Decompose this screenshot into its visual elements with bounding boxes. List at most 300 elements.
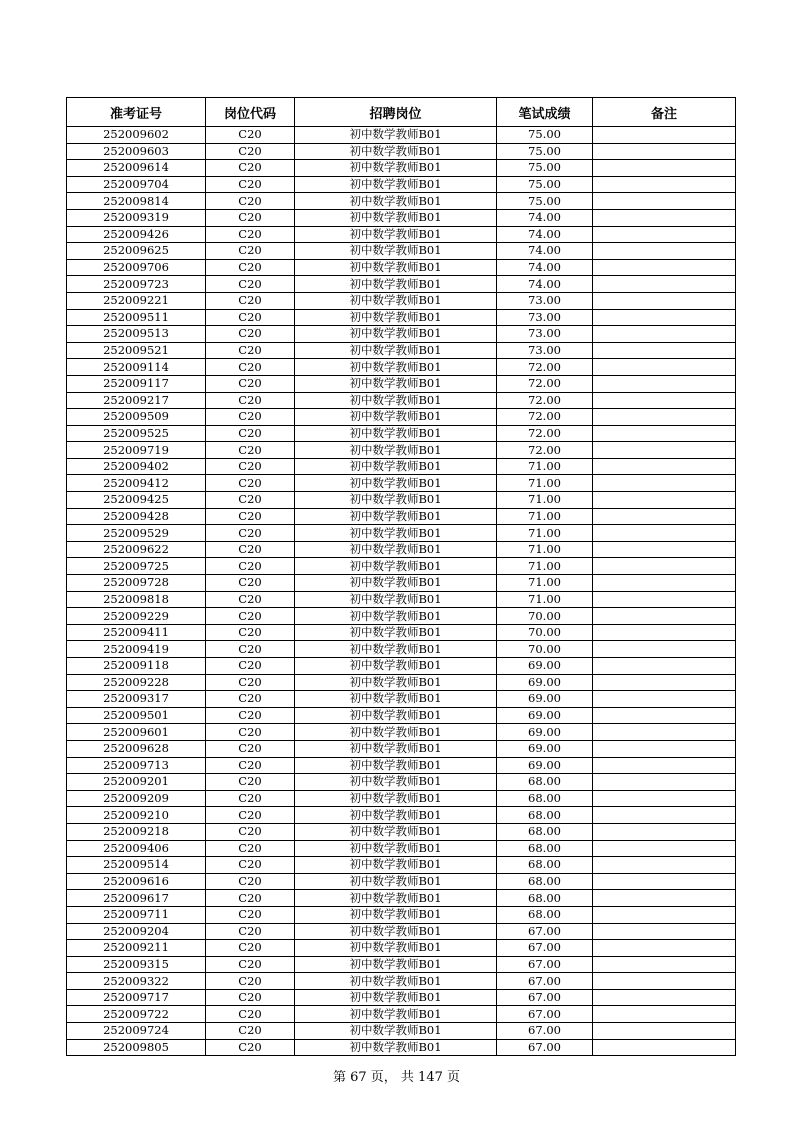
cell-post-name: 初中数学教师B01 [295,823,497,840]
table-row [67,624,736,641]
cell-exam-id: 252009525 [67,425,206,442]
cell-post-code: C20 [206,790,295,807]
cell-remarks [593,409,736,426]
cell-post-code: C20 [206,541,295,558]
table-row [67,259,736,276]
table-row [67,1039,736,1056]
cell-post-name: 初中数学教师B01 [295,309,497,326]
cell-post-name: 初中数学教师B01 [295,624,497,641]
cell-post-code: C20 [206,807,295,824]
cell-written-score: 69.00 [497,724,593,741]
cell-exam-id: 252009322 [67,973,206,990]
cell-post-code: C20 [206,226,295,243]
cell-remarks [593,989,736,1006]
cell-post-name: 初中数学教师B01 [295,857,497,874]
cell-post-code: C20 [206,342,295,359]
cell-exam-id: 252009805 [67,1039,206,1056]
table-row [67,674,736,691]
table-row [67,342,736,359]
cell-post-name: 初中数学教师B01 [295,674,497,691]
table-row [67,492,736,509]
cell-post-name: 初中数学教师B01 [295,956,497,973]
table-row [67,176,736,193]
cell-exam-id: 252009201 [67,774,206,791]
cell-remarks [593,243,736,260]
cell-exam-id: 252009319 [67,209,206,226]
cell-post-code: C20 [206,425,295,442]
cell-exam-id: 252009814 [67,193,206,210]
cell-written-score: 68.00 [497,840,593,857]
cell-remarks [593,342,736,359]
cell-written-score: 68.00 [497,857,593,874]
cell-exam-id: 252009117 [67,375,206,392]
table-row [67,890,736,907]
cell-exam-id: 252009724 [67,1023,206,1040]
cell-post-name: 初中数学教师B01 [295,243,497,260]
cell-post-code: C20 [206,392,295,409]
cell-exam-id: 252009118 [67,658,206,675]
cell-post-name: 初中数学教师B01 [295,127,497,144]
cell-exam-id: 252009719 [67,442,206,459]
cell-remarks [593,176,736,193]
cell-post-name: 初中数学教师B01 [295,724,497,741]
cell-post-name: 初中数学教师B01 [295,790,497,807]
cell-post-name: 初中数学教师B01 [295,442,497,459]
cell-written-score: 74.00 [497,259,593,276]
cell-post-code: C20 [206,857,295,874]
cell-post-code: C20 [206,243,295,260]
cell-written-score: 69.00 [497,740,593,757]
cell-post-code: C20 [206,873,295,890]
cell-exam-id: 252009818 [67,591,206,608]
cell-post-code: C20 [206,359,295,376]
cell-post-code: C20 [206,691,295,708]
cell-written-score: 74.00 [497,209,593,226]
cell-written-score: 67.00 [497,940,593,957]
cell-exam-id: 252009210 [67,807,206,824]
cell-remarks [593,740,736,757]
header-remarks: 备注 [593,98,736,127]
cell-post-name: 初中数学教师B01 [295,508,497,525]
cell-written-score: 75.00 [497,193,593,210]
cell-post-name: 初中数学教师B01 [295,458,497,475]
cell-written-score: 74.00 [497,226,593,243]
cell-exam-id: 252009722 [67,1006,206,1023]
table-row [67,774,736,791]
header-written-score: 笔试成绩 [497,98,593,127]
cell-post-name: 初中数学教师B01 [295,591,497,608]
table-row [67,226,736,243]
cell-post-code: C20 [206,973,295,990]
cell-written-score: 72.00 [497,409,593,426]
cell-remarks [593,359,736,376]
table-row [67,309,736,326]
cell-post-name: 初中数学教师B01 [295,209,497,226]
cell-post-name: 初中数学教师B01 [295,1006,497,1023]
cell-post-code: C20 [206,624,295,641]
cell-written-score: 75.00 [497,160,593,177]
cell-post-code: C20 [206,409,295,426]
cell-written-score: 72.00 [497,425,593,442]
cell-exam-id: 252009221 [67,292,206,309]
cell-post-name: 初中数学教师B01 [295,575,497,592]
table-row [67,840,736,857]
cell-remarks [593,790,736,807]
cell-remarks [593,259,736,276]
cell-post-code: C20 [206,209,295,226]
cell-remarks [593,691,736,708]
cell-post-name: 初中数学教师B01 [295,475,497,492]
cell-remarks [593,475,736,492]
table-row [67,724,736,741]
cell-post-name: 初中数学教师B01 [295,160,497,177]
cell-post-code: C20 [206,292,295,309]
cell-written-score: 67.00 [497,956,593,973]
cell-post-code: C20 [206,558,295,575]
cell-remarks [593,508,736,525]
cell-post-name: 初中数学教师B01 [295,906,497,923]
cell-written-score: 72.00 [497,442,593,459]
cell-exam-id: 252009616 [67,873,206,890]
cell-exam-id: 252009209 [67,790,206,807]
cell-post-name: 初中数学教师B01 [295,492,497,509]
cell-remarks [593,873,736,890]
cell-post-code: C20 [206,193,295,210]
cell-post-name: 初中数学教师B01 [295,973,497,990]
cell-remarks [593,193,736,210]
cell-remarks [593,724,736,741]
cell-written-score: 75.00 [497,127,593,144]
cell-post-name: 初中数学教师B01 [295,409,497,426]
cell-exam-id: 252009628 [67,740,206,757]
table-row [67,541,736,558]
table-row [67,392,736,409]
cell-written-score: 67.00 [497,923,593,940]
cell-written-score: 71.00 [497,558,593,575]
cell-remarks [593,326,736,343]
cell-written-score: 69.00 [497,674,593,691]
cell-exam-id: 252009412 [67,475,206,492]
cell-remarks [593,823,736,840]
cell-exam-id: 252009509 [67,409,206,426]
cell-remarks [593,160,736,177]
cell-written-score: 74.00 [497,276,593,293]
cell-remarks [593,575,736,592]
cell-post-code: C20 [206,890,295,907]
cell-written-score: 68.00 [497,906,593,923]
cell-exam-id: 252009425 [67,492,206,509]
table-row [67,641,736,658]
cell-remarks [593,956,736,973]
cell-remarks [593,127,736,144]
table-row [67,442,736,459]
header-post-name: 招聘岗位 [295,98,497,127]
cell-post-code: C20 [206,127,295,144]
cell-remarks [593,209,736,226]
table-row [67,558,736,575]
table-row [67,608,736,625]
cell-exam-id: 252009229 [67,608,206,625]
cell-post-code: C20 [206,259,295,276]
table-row [67,458,736,475]
table-row [67,409,736,426]
cell-post-code: C20 [206,840,295,857]
cell-written-score: 70.00 [497,624,593,641]
cell-exam-id: 252009406 [67,840,206,857]
table-row [67,326,736,343]
cell-written-score: 71.00 [497,575,593,592]
cell-post-code: C20 [206,458,295,475]
table-row [67,857,736,874]
table-row [67,375,736,392]
cell-written-score: 69.00 [497,658,593,675]
cell-post-name: 初中数学教师B01 [295,873,497,890]
table-row [67,425,736,442]
cell-post-name: 初中数学教师B01 [295,608,497,625]
cell-post-name: 初中数学教师B01 [295,176,497,193]
cell-written-score: 68.00 [497,823,593,840]
table-row [67,1023,736,1040]
cell-written-score: 67.00 [497,989,593,1006]
table-row [67,243,736,260]
table-row [67,740,736,757]
cell-post-code: C20 [206,143,295,160]
cell-post-name: 初中数学教师B01 [295,840,497,857]
cell-remarks [593,641,736,658]
cell-post-name: 初中数学教师B01 [295,641,497,658]
cell-exam-id: 252009601 [67,724,206,741]
cell-post-name: 初中数学教师B01 [295,757,497,774]
table-row [67,292,736,309]
cell-written-score: 71.00 [497,492,593,509]
cell-post-code: C20 [206,525,295,542]
cell-post-code: C20 [206,575,295,592]
cell-written-score: 68.00 [497,774,593,791]
cell-remarks [593,674,736,691]
cell-exam-id: 252009114 [67,359,206,376]
table-row [67,575,736,592]
table-row [67,823,736,840]
cell-post-code: C20 [206,276,295,293]
table-row [67,193,736,210]
cell-remarks [593,1006,736,1023]
cell-remarks [593,392,736,409]
cell-remarks [593,774,736,791]
table-row [67,691,736,708]
cell-remarks [593,292,736,309]
cell-written-score: 71.00 [497,525,593,542]
cell-remarks [593,276,736,293]
cell-exam-id: 252009529 [67,525,206,542]
cell-post-code: C20 [206,309,295,326]
cell-post-name: 初中数学教师B01 [295,691,497,708]
table-row [67,276,736,293]
cell-remarks [593,442,736,459]
cell-remarks [593,658,736,675]
cell-remarks [593,857,736,874]
cell-exam-id: 252009315 [67,956,206,973]
cell-exam-id: 252009725 [67,558,206,575]
cell-written-score: 73.00 [497,326,593,343]
cell-post-code: C20 [206,823,295,840]
cell-remarks [593,608,736,625]
table-row [67,807,736,824]
cell-written-score: 73.00 [497,292,593,309]
cell-post-code: C20 [206,940,295,957]
cell-post-name: 初中数学教师B01 [295,807,497,824]
cell-written-score: 74.00 [497,243,593,260]
cell-remarks [593,541,736,558]
table-row [67,525,736,542]
cell-post-name: 初中数学教师B01 [295,193,497,210]
cell-exam-id: 252009217 [67,392,206,409]
cell-remarks [593,707,736,724]
cell-exam-id: 252009602 [67,127,206,144]
cell-exam-id: 252009411 [67,624,206,641]
cell-remarks [593,375,736,392]
cell-written-score: 68.00 [497,790,593,807]
cell-remarks [593,143,736,160]
cell-post-code: C20 [206,1006,295,1023]
cell-post-name: 初中数学教师B01 [295,359,497,376]
cell-post-name: 初中数学教师B01 [295,226,497,243]
cell-post-code: C20 [206,508,295,525]
table-body [67,127,736,1056]
cell-post-code: C20 [206,1023,295,1040]
cell-remarks [593,890,736,907]
cell-post-code: C20 [206,724,295,741]
cell-post-code: C20 [206,674,295,691]
cell-exam-id: 252009614 [67,160,206,177]
cell-remarks [593,226,736,243]
table-row [67,508,736,525]
cell-post-name: 初中数学教师B01 [295,989,497,1006]
cell-written-score: 71.00 [497,508,593,525]
cell-exam-id: 252009428 [67,508,206,525]
cell-post-code: C20 [206,1039,295,1056]
table-row [67,475,736,492]
cell-post-code: C20 [206,160,295,177]
cell-post-code: C20 [206,492,295,509]
cell-written-score: 67.00 [497,1039,593,1056]
cell-post-code: C20 [206,326,295,343]
cell-remarks [593,940,736,957]
table-row [67,906,736,923]
cell-post-name: 初中数学教师B01 [295,558,497,575]
cell-remarks [593,807,736,824]
page-number: 第 67 页， 共 147 页 [332,1070,461,1085]
cell-post-code: C20 [206,774,295,791]
cell-remarks [593,425,736,442]
cell-written-score: 71.00 [497,591,593,608]
cell-post-name: 初中数学教师B01 [295,658,497,675]
header-post-code: 岗位代码 [206,98,295,127]
cell-written-score: 75.00 [497,176,593,193]
cell-remarks [593,309,736,326]
cell-post-code: C20 [206,442,295,459]
cell-post-name: 初中数学教师B01 [295,425,497,442]
cell-post-code: C20 [206,591,295,608]
cell-remarks [593,458,736,475]
cell-written-score: 72.00 [497,392,593,409]
header-exam-id: 准考证号 [67,98,206,127]
cell-post-code: C20 [206,641,295,658]
cell-post-name: 初中数学教师B01 [295,774,497,791]
table-row [67,923,736,940]
cell-written-score: 69.00 [497,757,593,774]
cell-post-code: C20 [206,906,295,923]
table-row [67,209,736,226]
cell-post-name: 初中数学教师B01 [295,1023,497,1040]
cell-exam-id: 252009419 [67,641,206,658]
cell-post-name: 初中数学教师B01 [295,143,497,160]
cell-post-name: 初中数学教师B01 [295,375,497,392]
cell-remarks [593,840,736,857]
cell-exam-id: 252009728 [67,575,206,592]
table-row [67,989,736,1006]
table-row [67,1006,736,1023]
table-row [67,143,736,160]
cell-post-code: C20 [206,989,295,1006]
cell-written-score: 72.00 [497,359,593,376]
cell-remarks [593,757,736,774]
cell-exam-id: 252009511 [67,309,206,326]
cell-post-code: C20 [206,608,295,625]
cell-post-code: C20 [206,740,295,757]
table-row [67,873,736,890]
cell-exam-id: 252009501 [67,707,206,724]
cell-post-name: 初中数学教师B01 [295,276,497,293]
cell-exam-id: 252009704 [67,176,206,193]
cell-exam-id: 252009713 [67,757,206,774]
cell-post-code: C20 [206,475,295,492]
cell-exam-id: 252009717 [67,989,206,1006]
cell-remarks [593,923,736,940]
cell-written-score: 70.00 [497,641,593,658]
cell-exam-id: 252009723 [67,276,206,293]
cell-written-score: 71.00 [497,541,593,558]
table-row [67,973,736,990]
cell-written-score: 71.00 [497,475,593,492]
table-row [67,127,736,144]
table-row [67,956,736,973]
cell-exam-id: 252009317 [67,691,206,708]
cell-remarks [593,1039,736,1056]
cell-exam-id: 252009706 [67,259,206,276]
cell-written-score: 75.00 [497,143,593,160]
cell-post-name: 初中数学教师B01 [295,923,497,940]
table-row [67,757,736,774]
cell-remarks [593,558,736,575]
cell-exam-id: 252009211 [67,940,206,957]
table-header-row [67,98,736,127]
cell-post-name: 初中数学教师B01 [295,541,497,558]
cell-post-name: 初中数学教师B01 [295,259,497,276]
cell-exam-id: 252009514 [67,857,206,874]
cell-remarks [593,973,736,990]
cell-exam-id: 252009711 [67,906,206,923]
cell-post-code: C20 [206,176,295,193]
cell-written-score: 71.00 [497,458,593,475]
cell-written-score: 68.00 [497,873,593,890]
cell-post-name: 初中数学教师B01 [295,890,497,907]
table-row [67,707,736,724]
cell-written-score: 70.00 [497,608,593,625]
cell-post-name: 初中数学教师B01 [295,707,497,724]
cell-post-name: 初中数学教师B01 [295,1039,497,1056]
cell-post-code: C20 [206,707,295,724]
table-row [67,160,736,177]
